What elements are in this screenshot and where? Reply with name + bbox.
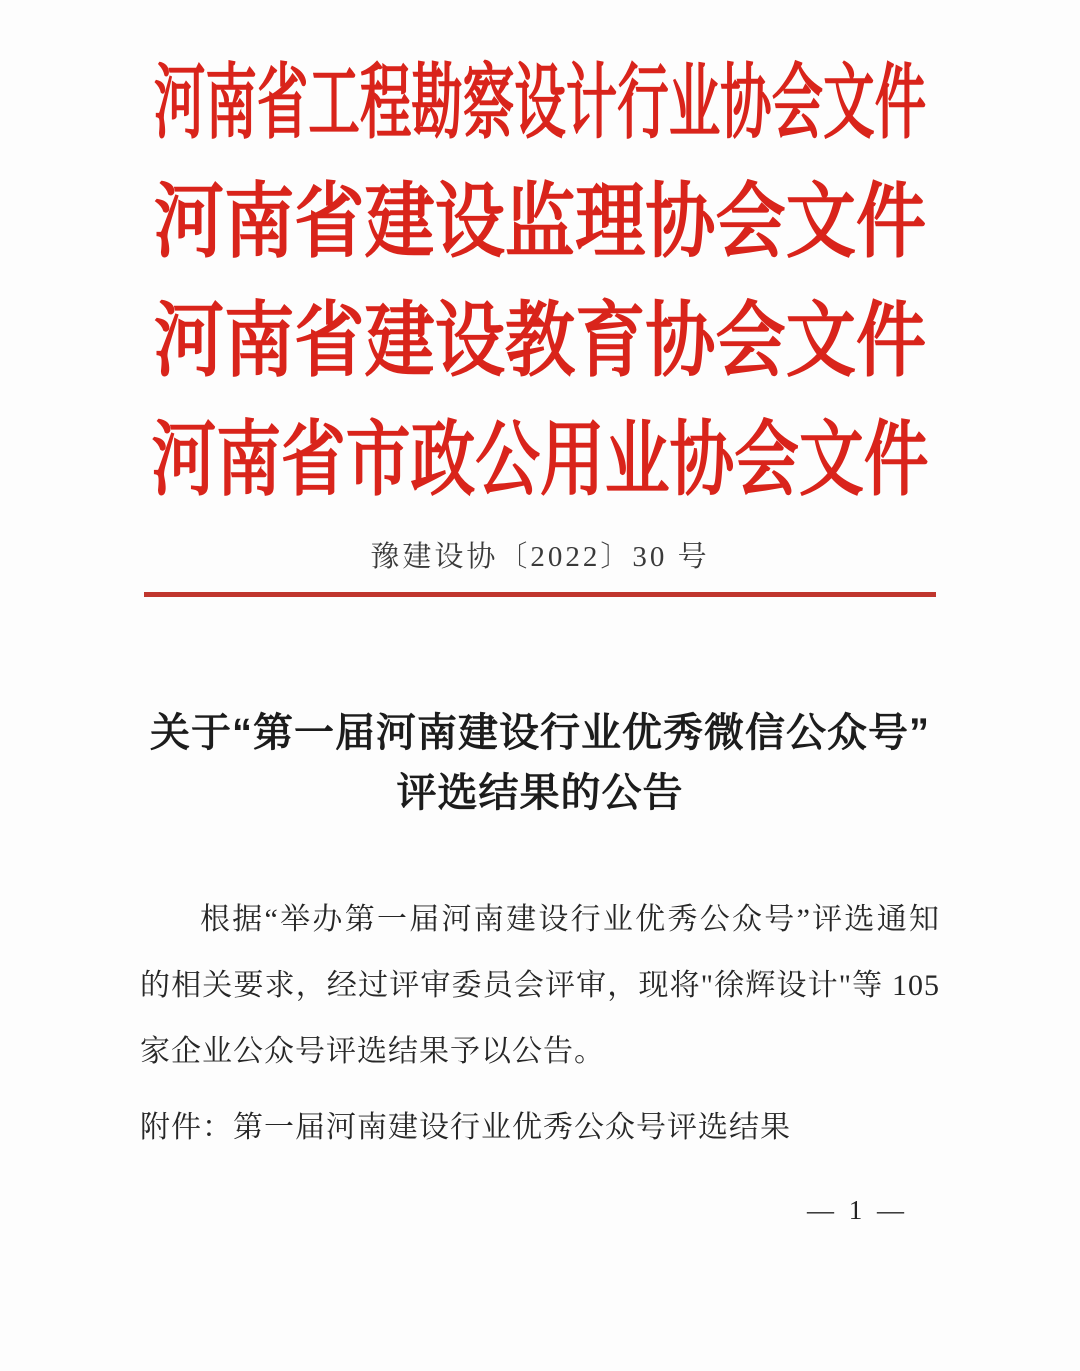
letterhead-line-2: 河南省建设监理协会文件 bbox=[153, 175, 927, 267]
letterhead-line-4: 河南省市政公用业协会文件 bbox=[151, 413, 929, 505]
letterhead-row-1 bbox=[0, 36, 1080, 155]
document-number: 豫建设协〔2022〕30 号 bbox=[370, 541, 710, 573]
red-divider-rule bbox=[144, 592, 936, 597]
body-paragraph: 根据“举办第一届河南建设行业优秀公众号”评选通知的相关要求，经过评审委员会评审，现将"徐辉设计"等 105 家企业公众号评选结果予以公告。 bbox=[140, 903, 940, 1068]
page-number: — 1 — bbox=[807, 1195, 908, 1225]
attachment-line: 附件：第一届河南建设行业优秀公众号评选结果 bbox=[140, 1111, 791, 1144]
page-footer bbox=[140, 1195, 940, 1226]
letterhead-line-1: 河南省工程勘察设计行业协会文件 bbox=[153, 56, 927, 148]
letterhead-row-2 bbox=[0, 155, 1080, 274]
letterhead-row-3 bbox=[0, 274, 1080, 393]
letterhead-line-3: 河南省建设教育协会文件 bbox=[153, 294, 927, 386]
letterhead-row-4 bbox=[0, 393, 1080, 512]
document-title bbox=[0, 703, 1080, 823]
letterhead bbox=[0, 0, 1080, 512]
title-line-1: 关于“第一届河南建设行业优秀微信公众号” bbox=[150, 711, 930, 755]
title-line-2: 评选结果的公告 bbox=[396, 771, 684, 815]
